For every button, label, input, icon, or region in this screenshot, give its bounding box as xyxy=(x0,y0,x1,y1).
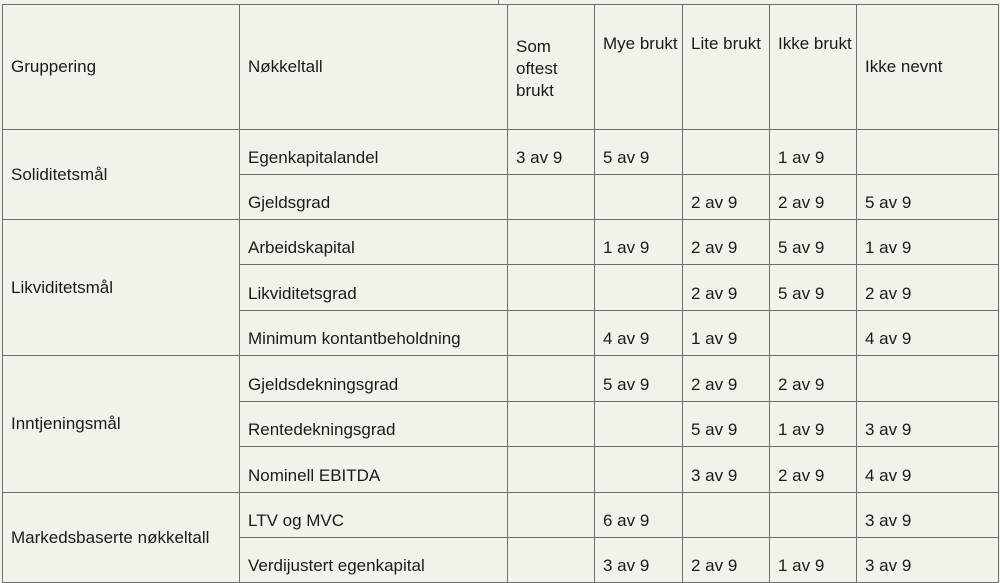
table-row xyxy=(3,130,999,175)
header-much-used: Mye brukt xyxy=(595,5,683,130)
value-cell xyxy=(595,402,683,447)
value-cell xyxy=(683,130,770,175)
value-cell: 5 av 9 xyxy=(595,356,683,402)
value-cell xyxy=(508,447,595,493)
metric-cell: LTV og MVC xyxy=(240,493,508,538)
value-cell xyxy=(508,402,595,447)
metric-cell: Arbeidskapital xyxy=(240,220,508,265)
value-cell: 3 av 9 xyxy=(683,447,770,493)
value-cell: 2 av 9 xyxy=(683,175,770,220)
value-cell: 2 av 9 xyxy=(683,220,770,265)
metric-cell: Egenkapitalandel xyxy=(240,130,508,175)
group-cell: Likviditetsmål xyxy=(3,220,240,356)
value-cell xyxy=(508,265,595,311)
header-most-used: Som oftest brukt xyxy=(508,5,595,130)
table-row xyxy=(3,356,999,402)
value-cell: 3 av 9 xyxy=(595,538,683,583)
table-row xyxy=(3,493,999,538)
value-cell xyxy=(508,175,595,220)
value-cell: 5 av 9 xyxy=(595,130,683,175)
value-cell xyxy=(508,356,595,402)
value-cell: 1 av 9 xyxy=(595,220,683,265)
header-not-used: Ikke brukt xyxy=(770,5,857,130)
metric-cell: Gjeldsdekningsgrad xyxy=(240,356,508,402)
group-cell: Soliditetsmål xyxy=(3,130,240,220)
metric-cell: Gjeldsgrad xyxy=(240,175,508,220)
value-cell: 5 av 9 xyxy=(770,220,857,265)
value-cell xyxy=(508,493,595,538)
value-cell: 3 av 9 xyxy=(857,538,999,583)
table-row xyxy=(3,220,999,265)
value-cell xyxy=(508,311,595,356)
header-not-mentioned: Ikke nevnt xyxy=(857,5,999,130)
value-cell: 1 av 9 xyxy=(770,402,857,447)
value-cell: 5 av 9 xyxy=(857,175,999,220)
value-cell: 2 av 9 xyxy=(683,356,770,402)
value-cell: 5 av 9 xyxy=(770,265,857,311)
value-cell: 2 av 9 xyxy=(770,175,857,220)
value-cell xyxy=(857,356,999,402)
value-cell xyxy=(508,538,595,583)
value-cell: 2 av 9 xyxy=(683,265,770,311)
metric-cell: Nominell EBITDA xyxy=(240,447,508,493)
value-cell xyxy=(770,311,857,356)
header-metric: Nøkkeltall xyxy=(240,5,508,130)
group-cell: Inntjeningsmål xyxy=(3,356,240,493)
key-figures-table xyxy=(2,4,999,583)
value-cell: 3 av 9 xyxy=(857,402,999,447)
metric-cell: Likviditetsgrad xyxy=(240,265,508,311)
value-cell: 4 av 9 xyxy=(595,311,683,356)
value-cell: 1 av 9 xyxy=(857,220,999,265)
metric-cell: Minimum kontantbeholdning xyxy=(240,311,508,356)
header-little-used: Lite brukt xyxy=(683,5,770,130)
value-cell: 4 av 9 xyxy=(857,311,999,356)
header-row xyxy=(3,5,999,130)
value-cell: 1 av 9 xyxy=(770,538,857,583)
value-cell: 2 av 9 xyxy=(770,356,857,402)
value-cell: 1 av 9 xyxy=(683,311,770,356)
value-cell: 3 av 9 xyxy=(508,130,595,175)
value-cell: 2 av 9 xyxy=(857,265,999,311)
value-cell xyxy=(595,175,683,220)
value-cell: 2 av 9 xyxy=(683,538,770,583)
metric-cell: Rentedekningsgrad xyxy=(240,402,508,447)
value-cell: 4 av 9 xyxy=(857,447,999,493)
value-cell: 5 av 9 xyxy=(683,402,770,447)
value-cell: 6 av 9 xyxy=(595,493,683,538)
metric-cell: Verdijustert egenkapital xyxy=(240,538,508,583)
value-cell: 3 av 9 xyxy=(857,493,999,538)
value-cell xyxy=(595,265,683,311)
value-cell xyxy=(595,447,683,493)
value-cell xyxy=(770,493,857,538)
value-cell xyxy=(857,130,999,175)
header-group: Gruppering xyxy=(3,5,240,130)
value-cell: 2 av 9 xyxy=(770,447,857,493)
value-cell xyxy=(508,220,595,265)
value-cell xyxy=(683,493,770,538)
value-cell: 1 av 9 xyxy=(770,130,857,175)
group-cell: Markedsbaserte nøkkeltall xyxy=(3,493,240,583)
